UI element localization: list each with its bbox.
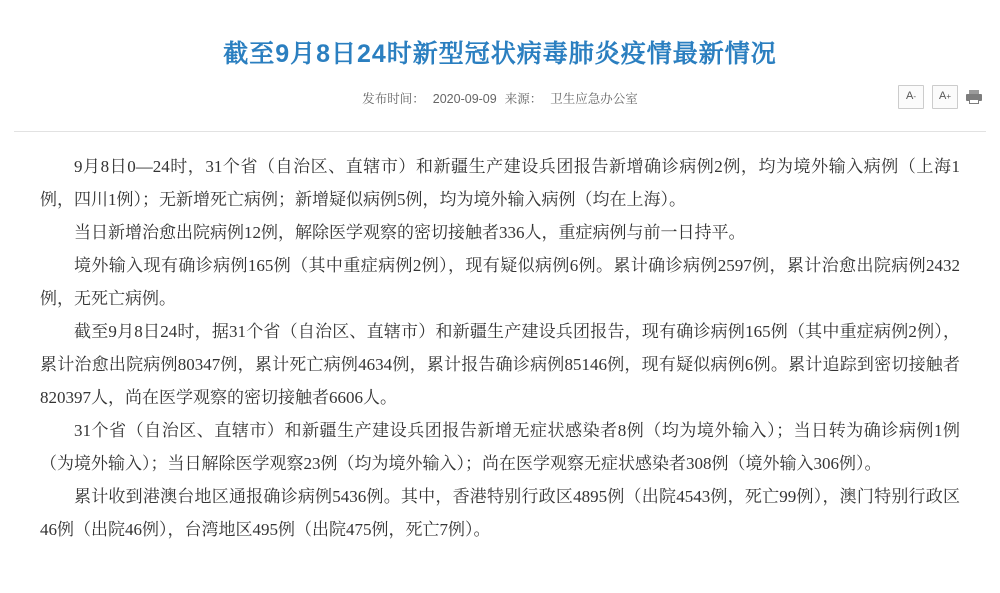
page-title: 截至9月8日24时新型冠状病毒肺炎疫情最新情况	[223, 39, 777, 68]
source-value: 卫生应急办公室	[550, 91, 638, 106]
increase-font-sup: +	[946, 91, 951, 101]
printer-top-part	[969, 90, 979, 94]
article-tools	[898, 85, 982, 109]
source-label: 来源：	[504, 91, 543, 106]
print-icon[interactable]	[966, 90, 982, 104]
article-page	[0, 17, 1000, 593]
article-meta	[0, 89, 1000, 123]
article-paragraph: 境外输入现有确诊病例165例（其中重症病例2例），现有疑似病例6例。累计确诊病例2597例，累计治愈出院病例2432例，无死亡病例。	[40, 255, 960, 308]
article-paragraph: 9月8日0—24时，31个省（自治区、直辖市）和新疆生产建设兵团报告新增确诊病例2例，均为境外输入病例（上海1例，四川1例）；无新增死亡病例；新增疑似病例5例，均为境外输入病例（均在上海）。	[40, 156, 960, 209]
decrease-font-label: A	[905, 90, 914, 102]
increase-font-label: A	[938, 90, 947, 102]
publish-time-label: 发布时间：	[362, 91, 425, 106]
printer-paper-part	[969, 99, 979, 104]
article-paragraph: 累计收到港澳台地区通报确诊病例5436例。其中，香港特别行政区4895例（出院4543例，死亡99例），澳门特别行政区46例（出院46例），台湾地区495例（出院475例，死亡7例）。	[40, 486, 960, 539]
article-paragraph: 截至9月8日24时，据31个省（自治区、直辖市）和新疆生产建设兵团报告，现有确诊病例165例（其中重症病例2例），累计治愈出院病例80347例，累计死亡病例4634例，累计报告确诊病例85146例，现有疑似病例6例。累计追踪到密切接触者820397人，尚在医学观察的密切接触者6606人。	[40, 321, 960, 407]
article-paragraph: 31个省（自治区、直辖市）和新疆生产建设兵团报告新增无症状感染者8例（均为境外输入）；当日转为确诊病例1例（为境外输入）；当日解除医学观察23例（均为境外输入）；尚在医学观察无症状感染者308例（境外输入306例）。	[40, 420, 960, 473]
publish-time-value: 2020-09-09	[432, 91, 497, 106]
decrease-font-button[interactable]	[898, 85, 924, 109]
article-paragraph: 当日新增治愈出院病例12例，解除医学观察的密切接触者336人，重症病例与前一日持平。	[74, 222, 746, 242]
decrease-font-sup: -	[913, 91, 916, 101]
meta-text-group	[0, 89, 1000, 109]
increase-font-button[interactable]	[932, 85, 958, 109]
article-body	[0, 132, 1000, 546]
